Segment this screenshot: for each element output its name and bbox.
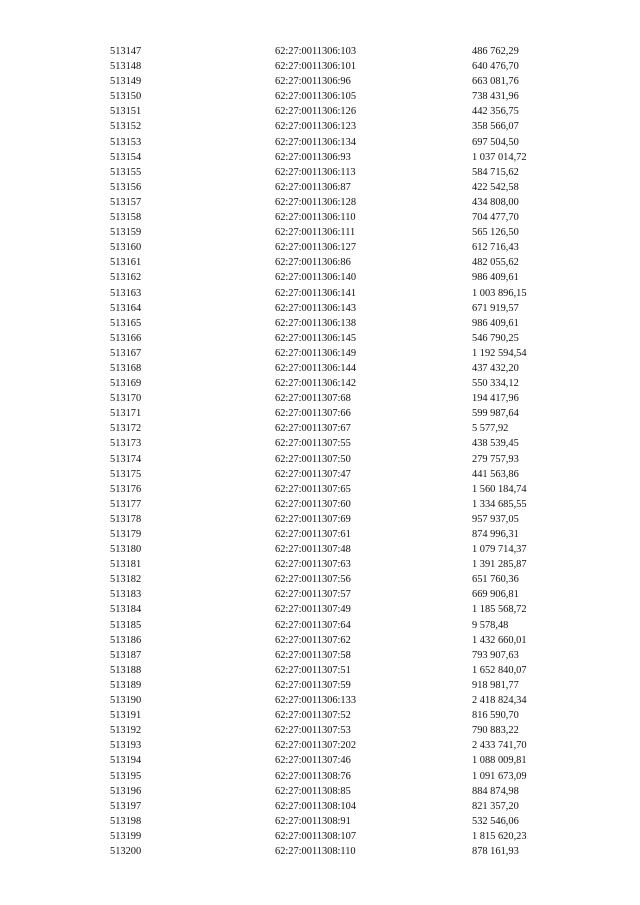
row-number: 513184 (110, 604, 142, 616)
cadastral-number: 62:27:0011307:56 (275, 574, 351, 586)
row-number: 513169 (110, 378, 142, 390)
row-number: 513163 (110, 287, 142, 299)
cadastral-value: 442 356,75 (472, 106, 519, 118)
cadastral-value: 441 563,86 (472, 468, 519, 480)
cadastral-number: 62:27:0011306:86 (275, 257, 351, 269)
cadastral-value: 1 192 594,54 (472, 347, 527, 359)
cadastral-value: 2 418 824,34 (472, 695, 527, 707)
cadastral-number: 62:27:0011307:46 (275, 755, 351, 767)
cadastral-number: 62:27:0011306:96 (275, 76, 351, 88)
row-number: 513188 (110, 664, 142, 676)
cadastral-value: 612 716,43 (472, 242, 519, 254)
cadastral-value: 640 476,70 (472, 61, 519, 73)
cadastral-number: 62:27:0011306:138 (275, 317, 357, 329)
cadastral-value: 584 715,62 (472, 166, 519, 178)
cadastral-value: 790 883,22 (472, 725, 519, 737)
row-number: 513200 (110, 845, 142, 857)
cadastral-number: 62:27:0011307:50 (275, 453, 351, 465)
cadastral-number: 62:27:0011307:61 (275, 529, 351, 540)
cadastral-number: 62:27:0011306:141 (275, 287, 357, 299)
cadastral-value: 651 760,36 (472, 574, 519, 586)
cadastral-number: 62:27:0011306:110 (275, 212, 356, 224)
cadastral-value: 697 504,50 (472, 136, 519, 148)
cadastral-value: 422 542,58 (472, 181, 519, 193)
cadastral-number: 62:27:0011306:87 (275, 181, 351, 193)
row-number: 513162 (110, 272, 142, 284)
row-number: 513158 (110, 212, 142, 224)
cadastral-number: 62:27:0011307:60 (275, 498, 351, 510)
row-number: 513171 (110, 408, 142, 420)
cadastral-number: 62:27:0011307:52 (275, 710, 351, 722)
row-number: 513164 (110, 302, 142, 314)
cadastral-number: 62:27:0011307:55 (275, 438, 351, 450)
cadastral-number: 62:27:0011307:202 (275, 740, 357, 752)
cadastral-number: 62:27:0011308:85 (275, 785, 351, 797)
cadastral-value: 486 762,29 (472, 46, 519, 57)
cadastral-value: 437 432,20 (472, 362, 519, 374)
row-number: 513178 (110, 513, 142, 525)
cadastral-number: 62:27:0011307:57 (275, 589, 351, 601)
cadastral-value: 532 546,06 (472, 815, 519, 827)
row-number: 513191 (110, 710, 142, 722)
row-number: 513150 (110, 91, 142, 103)
cadastral-value: 1 185 568,72 (472, 604, 527, 616)
cadastral-value: 1 079 714,37 (472, 544, 527, 556)
row-number: 513157 (110, 196, 142, 208)
cadastral-number: 62:27:0011306:111 (275, 227, 356, 239)
cadastral-value: 434 808,00 (472, 196, 519, 208)
cadastral-value: 550 334,12 (472, 378, 519, 390)
cadastral-number: 62:27:0011308:104 (275, 800, 357, 812)
row-number: 513154 (110, 151, 142, 163)
row-number: 513177 (110, 498, 142, 510)
row-number: 513159 (110, 227, 142, 239)
cadastral-number: 62:27:0011307:69 (275, 513, 351, 525)
row-number: 513149 (110, 76, 142, 88)
cadastral-number: 62:27:0011306:123 (275, 121, 357, 133)
row-number: 513152 (110, 121, 142, 133)
cadastral-number: 62:27:0011306:149 (275, 347, 357, 359)
cadastral-value: 986 409,61 (472, 272, 519, 284)
cadastral-value: 874 996,31 (472, 529, 519, 540)
row-number: 513180 (110, 544, 142, 556)
cadastral-value: 884 874,98 (472, 785, 519, 797)
cadastral-value: 1 088 009,81 (472, 755, 527, 767)
cadastral-number: 62:27:0011307:62 (275, 634, 351, 646)
cadastral-number: 62:27:0011306:127 (275, 242, 357, 254)
row-number: 513185 (110, 619, 142, 631)
row-number: 513176 (110, 483, 142, 495)
cadastral-value: 358 566,07 (472, 121, 519, 133)
cadastral-number: 62:27:0011306:144 (275, 362, 357, 374)
cadastral-value: 599 987,64 (472, 408, 519, 420)
row-number: 513175 (110, 468, 142, 480)
row-number: 513197 (110, 800, 142, 812)
row-number: 513190 (110, 695, 142, 707)
row-number: 513193 (110, 740, 142, 752)
row-number: 513160 (110, 242, 142, 254)
cadastral-value: 1 432 660,01 (472, 634, 527, 646)
row-number: 513196 (110, 785, 142, 797)
row-number: 513194 (110, 755, 142, 767)
cadastral-number: 62:27:0011306:142 (275, 378, 357, 390)
row-number: 513161 (110, 257, 142, 269)
cadastral-number: 62:27:0011307:65 (275, 483, 351, 495)
row-number: 513189 (110, 679, 142, 691)
cadastral-number: 62:27:0011306:140 (275, 272, 357, 284)
row-number: 513195 (110, 770, 142, 782)
cadastral-number: 62:27:0011307:63 (275, 559, 351, 571)
cadastral-value: 1 391 285,87 (472, 559, 527, 571)
cadastral-value: 5 577,92 (472, 423, 509, 435)
cadastral-value: 1 560 184,74 (472, 483, 527, 495)
row-number: 513167 (110, 347, 142, 359)
cadastral-value: 565 126,50 (472, 227, 519, 239)
cadastral-value: 738 431,96 (472, 91, 519, 103)
row-number: 513192 (110, 725, 142, 737)
cadastral-number: 62:27:0011307:67 (275, 423, 351, 435)
row-number: 513170 (110, 393, 142, 405)
cadastral-value: 9 578,48 (472, 619, 509, 631)
cadastral-value: 1 334 685,55 (472, 498, 527, 510)
cadastral-number: 62:27:0011306:105 (275, 91, 357, 103)
cadastral-number: 62:27:0011307:53 (275, 725, 351, 737)
cadastral-value: 482 055,62 (472, 257, 519, 269)
cadastral-value: 1 037 014,72 (472, 151, 527, 163)
row-number: 513183 (110, 589, 142, 601)
cadastral-number: 62:27:0011308:76 (275, 770, 351, 782)
row-number: 513156 (110, 181, 142, 193)
cadastral-number: 62:27:0011306:126 (275, 106, 357, 118)
cadastral-value: 671 919,57 (472, 302, 519, 314)
cadastral-number: 62:27:0011307:66 (275, 408, 351, 420)
row-number: 513179 (110, 529, 142, 540)
cadastral-number: 62:27:0011306:101 (275, 61, 357, 73)
cadastral-number: 62:27:0011307:51 (275, 664, 351, 676)
row-number: 513151 (110, 106, 142, 118)
cadastral-value: 546 790,25 (472, 332, 519, 344)
cadastral-number: 62:27:0011307:47 (275, 468, 351, 480)
cadastral-value: 878 161,93 (472, 845, 519, 857)
cadastral-number: 62:27:0011306:113 (275, 166, 356, 178)
cadastral-number: 62:27:0011307:58 (275, 649, 351, 661)
cadastral-number: 62:27:0011306:143 (275, 302, 357, 314)
cadastral-value: 1 815 620,23 (472, 830, 527, 842)
row-number: 513172 (110, 423, 142, 435)
row-number: 513148 (110, 61, 142, 73)
row-number: 513153 (110, 136, 142, 148)
cadastral-value: 918 981,77 (472, 679, 519, 691)
cadastral-value: 821 357,20 (472, 800, 519, 812)
cadastral-number: 62:27:0011307:64 (275, 619, 351, 631)
row-number: 513173 (110, 438, 142, 450)
cadastral-number: 62:27:0011307:48 (275, 544, 351, 556)
cadastral-number: 62:27:0011308:91 (275, 815, 351, 827)
cadastral-number: 62:27:0011306:145 (275, 332, 357, 344)
cadastral-value: 279 757,93 (472, 453, 519, 465)
cadastral-number: 62:27:0011308:107 (275, 830, 357, 842)
cadastral-number: 62:27:0011306:134 (275, 136, 357, 148)
cadastral-value: 1 003 896,15 (472, 287, 527, 299)
cadastral-value: 957 937,05 (472, 513, 519, 525)
cadastral-number: 62:27:0011307:49 (275, 604, 351, 616)
cadastral-value: 194 417,96 (472, 393, 519, 405)
cadastral-number: 62:27:0011306:93 (275, 151, 351, 163)
cadastral-value: 663 081,76 (472, 76, 519, 88)
cadastral-value: 1 091 673,09 (472, 770, 527, 782)
row-number: 513166 (110, 332, 142, 344)
cadastral-value: 704 477,70 (472, 212, 519, 224)
cadastral-value: 669 906,81 (472, 589, 519, 601)
cadastral-value: 438 539,45 (472, 438, 519, 450)
cadastral-number: 62:27:0011308:110 (275, 845, 356, 857)
row-number: 513147 (110, 46, 142, 57)
row-number: 513198 (110, 815, 142, 827)
cadastral-number: 62:27:0011307:59 (275, 679, 351, 691)
cadastral-number: 62:27:0011306:103 (275, 46, 357, 57)
cadastral-value: 1 652 840,07 (472, 664, 527, 676)
row-number: 513155 (110, 166, 142, 178)
row-number: 513168 (110, 362, 142, 374)
row-number: 513186 (110, 634, 142, 646)
row-number: 513181 (110, 559, 142, 571)
cadastral-value: 2 433 741,70 (472, 740, 527, 752)
row-number: 513174 (110, 453, 142, 465)
cadastral-number: 62:27:0011306:128 (275, 196, 357, 208)
row-number: 513187 (110, 649, 142, 661)
row-number: 513165 (110, 317, 142, 329)
cadastral-value: 793 907,63 (472, 649, 519, 661)
row-number: 513182 (110, 574, 142, 586)
row-number: 513199 (110, 830, 142, 842)
cadastral-value: 986 409,61 (472, 317, 519, 329)
cadastral-number: 62:27:0011307:68 (275, 393, 351, 405)
cadastral-number: 62:27:0011306:133 (275, 695, 357, 707)
cadastral-value: 816 590,70 (472, 710, 519, 722)
